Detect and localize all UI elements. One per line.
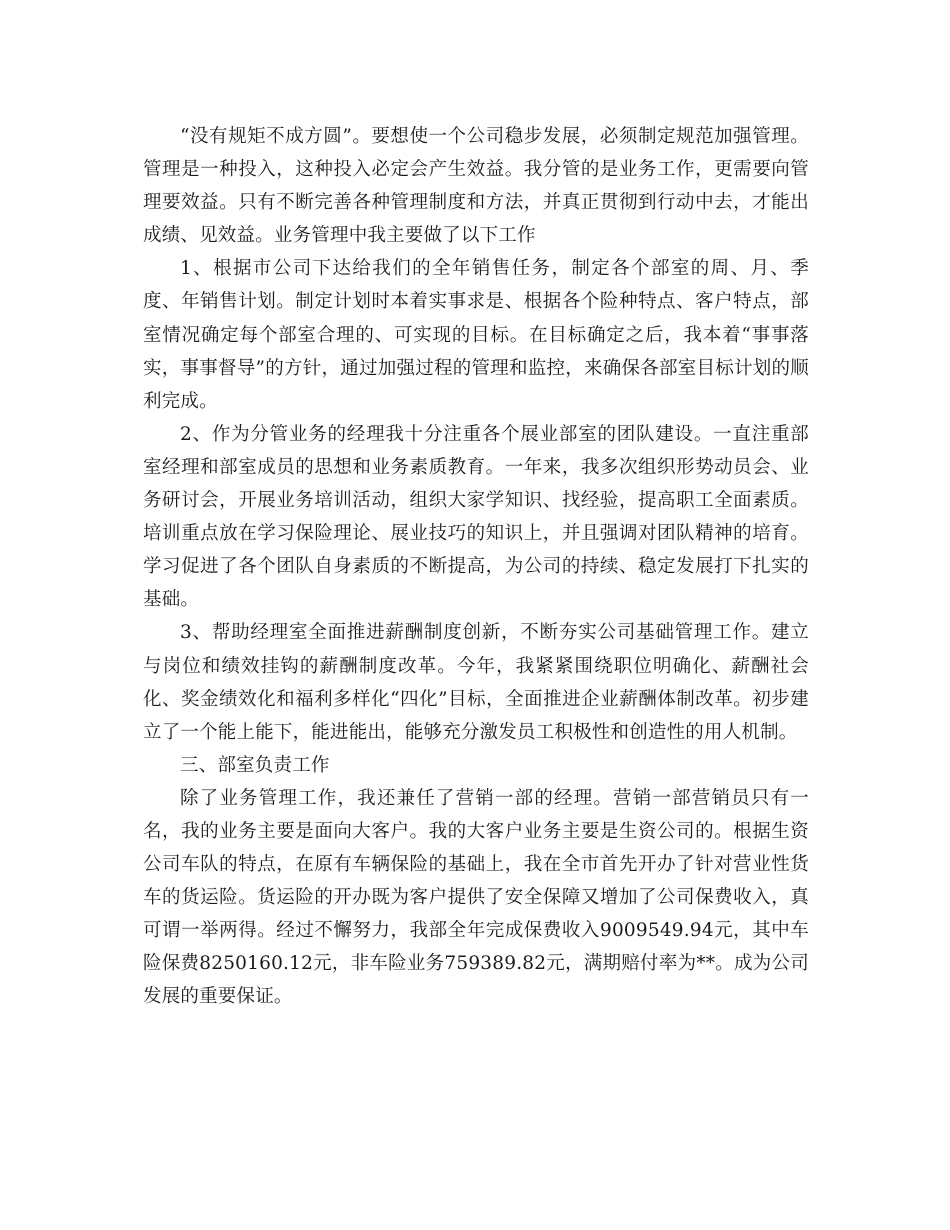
paragraph-item-1: 1、根据市公司下达给我们的全年销售任务，制定各个部室的周、月、季度、年销售计划。制定计划时本着实事求是、根据各个险种特点、客户特点，部室情况确定每个部室合理的、可实现的目标。在目标确定之后，我本着“事事落实，事事督导”的方针，通过加强过程的管理和监控，来确保各部室目标计划的顺利完成。 bbox=[143, 258, 809, 412]
paragraph-department: 除了业务管理工作，我还兼任了营销一部的经理。营销一部营销员只有一名，我的业务主要是面向大客户。我的大客户业务主要是生资公司的。根据生资公司车队的特点，在原有车辆保险的基础上，我在全市首先开办了针对营业性货车的货运险。货运险的开办既为客户提供了安全保障又增加了公司保费收入，真可谓一举两得。经过不懈努力，我部全年完成保费收入9009549.94元，其中车险保费8250160.12元，非车险业务759389.82元，满期赔付率为**。成为公司发展的重要保证。 bbox=[143, 787, 809, 1008]
paragraph-intro: “没有规矩不成方圆”。要想使一个公司稳步发展，必须制定规范加强管理。管理是一种投入，这种投入必定会产生效益。我分管的是业务工作，更需要向管理要效益。只有不断完善各种管理制度和方法，并真正贯彻到行动中去，才能出成绩、见效益。业务管理中我主要做了以下工作 bbox=[143, 126, 809, 247]
paragraph-item-3: 3、帮助经理室全面推进薪酬制度创新，不断夯实公司基础管理工作。建立与岗位和绩效挂钩的薪酬制度改革。今年，我紧紧围绕职位明确化、薪酬社会化、奖金绩效化和福利多样化“四化”目标，全面推进企业薪酬体制改革。初步建立了一个能上能下，能进能出，能够充分激发员工积极性和创造性的用人机制。 bbox=[143, 622, 809, 743]
document-body bbox=[143, 120, 809, 1014]
section-heading: 三、部室负责工作 bbox=[180, 754, 330, 776]
paragraph-item-2: 2、作为分管业务的经理我十分注重各个展业部室的团队建设。一直注重部室经理和部室成员的思想和业务素质教育。一年来，我多次组织形势动员会、业务研讨会，开展业务培训活动，组织大家学知识、找经验，提高职工全面素质。培训重点放在学习保险理论、展业技巧的知识上，并且强调对团队精神的培育。学习促进了各个团队自身素质的不断提高，为公司的持续、稳定发展打下扎实的基础。 bbox=[143, 423, 809, 611]
